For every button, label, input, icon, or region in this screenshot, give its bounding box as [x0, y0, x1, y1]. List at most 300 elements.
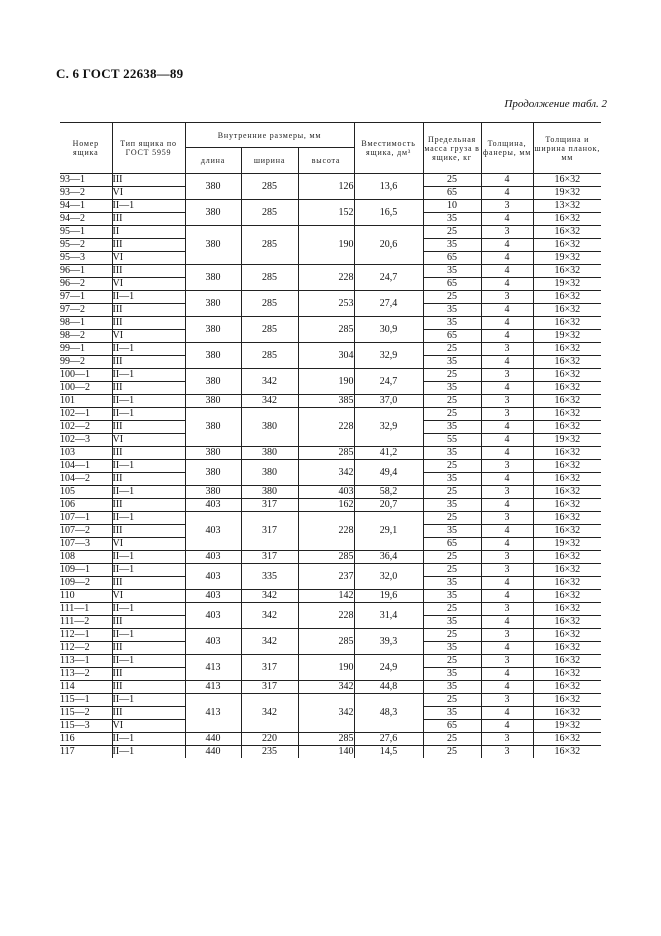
box-number-cell: 94—2 [60, 213, 112, 226]
box-type-cell: III [112, 265, 185, 278]
plank-size-cell: 16×32 [533, 356, 601, 369]
plywood-thickness-cell: 3 [481, 369, 533, 382]
capacity-cell: 29,1 [354, 512, 423, 551]
plank-size-cell: 16×32 [533, 733, 601, 746]
height-cell: 142 [298, 590, 354, 603]
width-cell: 317 [241, 655, 298, 681]
max-mass-cell: 25 [423, 551, 481, 564]
capacity-cell: 24,7 [354, 265, 423, 291]
width-cell: 285 [241, 265, 298, 291]
width-cell: 285 [241, 343, 298, 369]
header-number: Номер ящика [60, 123, 112, 174]
plank-size-cell: 16×32 [533, 525, 601, 538]
box-type-cell: III [112, 681, 185, 694]
box-type-cell: VI [112, 187, 185, 200]
plywood-thickness-cell: 3 [481, 291, 533, 304]
table-row [60, 733, 601, 746]
box-type-cell: II—1 [112, 655, 185, 668]
width-cell: 285 [241, 226, 298, 265]
height-cell: 190 [298, 226, 354, 265]
plank-size-cell: 16×32 [533, 642, 601, 655]
max-mass-cell: 65 [423, 538, 481, 551]
max-mass-cell: 35 [423, 668, 481, 681]
plank-size-cell: 16×32 [533, 629, 601, 642]
plywood-thickness-cell: 3 [481, 486, 533, 499]
plywood-thickness-cell: 4 [481, 174, 533, 187]
box-type-cell: VI [112, 720, 185, 733]
table-row [60, 694, 601, 707]
width-cell: 285 [241, 291, 298, 317]
width-cell: 342 [241, 395, 298, 408]
table-row [60, 343, 601, 356]
box-number-cell: 107—3 [60, 538, 112, 551]
table-row [60, 265, 601, 278]
plywood-thickness-cell: 3 [481, 226, 533, 239]
length-cell: 403 [185, 603, 241, 629]
plank-size-cell: 16×32 [533, 499, 601, 512]
length-cell: 403 [185, 629, 241, 655]
plank-size-cell: 16×32 [533, 226, 601, 239]
height-cell: 162 [298, 499, 354, 512]
max-mass-cell: 65 [423, 278, 481, 291]
height-cell: 126 [298, 174, 354, 200]
height-cell: 228 [298, 408, 354, 447]
plank-size-cell: 19×32 [533, 330, 601, 343]
box-type-cell: VI [112, 330, 185, 343]
max-mass-cell: 25 [423, 395, 481, 408]
length-cell: 380 [185, 291, 241, 317]
box-type-cell: III [112, 356, 185, 369]
max-mass-cell: 35 [423, 499, 481, 512]
box-number-cell: 95—1 [60, 226, 112, 239]
plywood-thickness-cell: 4 [481, 538, 533, 551]
plywood-thickness-cell: 4 [481, 616, 533, 629]
capacity-cell: 27,6 [354, 733, 423, 746]
capacity-cell: 32,0 [354, 564, 423, 590]
box-type-cell: III [112, 421, 185, 434]
max-mass-cell: 25 [423, 226, 481, 239]
plank-size-cell: 16×32 [533, 746, 601, 759]
plank-size-cell: 16×32 [533, 590, 601, 603]
max-mass-cell: 25 [423, 486, 481, 499]
box-number-cell: 114 [60, 681, 112, 694]
max-mass-cell: 35 [423, 590, 481, 603]
box-number-cell: 112—1 [60, 629, 112, 642]
plywood-thickness-cell: 3 [481, 512, 533, 525]
plywood-thickness-cell: 4 [481, 213, 533, 226]
max-mass-cell: 35 [423, 577, 481, 590]
capacity-cell: 39,3 [354, 629, 423, 655]
plywood-thickness-cell: 4 [481, 187, 533, 200]
plank-size-cell: 16×32 [533, 681, 601, 694]
header-capacity: Вместимость ящика, дм³ [354, 123, 423, 174]
max-mass-cell: 35 [423, 681, 481, 694]
max-mass-cell: 25 [423, 629, 481, 642]
page-header: С. 6 ГОСТ 22638—89 [56, 66, 184, 81]
max-mass-cell: 35 [423, 356, 481, 369]
max-mass-cell: 65 [423, 187, 481, 200]
plank-size-cell: 16×32 [533, 317, 601, 330]
capacity-cell: 13,6 [354, 174, 423, 200]
box-number-cell: 97—2 [60, 304, 112, 317]
header-type: Тип ящика по ГОСТ 5959 [112, 123, 185, 174]
plank-size-cell: 16×32 [533, 460, 601, 473]
plywood-thickness-cell: 3 [481, 564, 533, 577]
length-cell: 403 [185, 499, 241, 512]
header-height: высота [298, 148, 354, 174]
max-mass-cell: 25 [423, 564, 481, 577]
plywood-thickness-cell: 4 [481, 525, 533, 538]
plywood-thickness-cell: 4 [481, 330, 533, 343]
height-cell: 228 [298, 603, 354, 629]
table-row [60, 629, 601, 642]
box-type-cell: II—1 [112, 603, 185, 616]
plank-size-cell: 16×32 [533, 447, 601, 460]
box-type-cell: II—1 [112, 694, 185, 707]
box-number-cell: 116 [60, 733, 112, 746]
max-mass-cell: 25 [423, 694, 481, 707]
plank-size-cell: 13×32 [533, 200, 601, 213]
box-type-cell: II—1 [112, 551, 185, 564]
length-cell: 380 [185, 174, 241, 200]
capacity-cell: 16,5 [354, 200, 423, 226]
box-number-cell: 115—2 [60, 707, 112, 720]
box-type-cell: III [112, 473, 185, 486]
table-row [60, 291, 601, 304]
table-body [60, 174, 601, 759]
capacity-cell: 31,4 [354, 603, 423, 629]
box-number-cell: 115—3 [60, 720, 112, 733]
plywood-thickness-cell: 4 [481, 720, 533, 733]
box-type-cell: II—1 [112, 291, 185, 304]
capacity-cell: 32,9 [354, 408, 423, 447]
plywood-thickness-cell: 4 [481, 304, 533, 317]
plywood-thickness-cell: 3 [481, 460, 533, 473]
box-type-cell: III [112, 447, 185, 460]
box-number-cell: 95—2 [60, 239, 112, 252]
max-mass-cell: 35 [423, 421, 481, 434]
plank-size-cell: 19×32 [533, 434, 601, 447]
max-mass-cell: 35 [423, 213, 481, 226]
width-cell: 342 [241, 694, 298, 733]
header-max-mass: Предельная масса груза в ящике, кг [423, 123, 481, 174]
length-cell: 403 [185, 590, 241, 603]
max-mass-cell: 10 [423, 200, 481, 213]
width-cell: 380 [241, 447, 298, 460]
height-cell: 285 [298, 551, 354, 564]
plank-size-cell: 16×32 [533, 304, 601, 317]
length-cell: 413 [185, 655, 241, 681]
plywood-thickness-cell: 3 [481, 408, 533, 421]
plank-size-cell: 16×32 [533, 577, 601, 590]
plywood-thickness-cell: 4 [481, 252, 533, 265]
box-number-cell: 109—2 [60, 577, 112, 590]
plywood-thickness-cell: 4 [481, 434, 533, 447]
box-dimensions-table [60, 122, 601, 758]
box-type-cell: III [112, 304, 185, 317]
plywood-thickness-cell: 3 [481, 629, 533, 642]
box-number-cell: 117 [60, 746, 75, 757]
width-cell: 342 [241, 590, 298, 603]
table-row [60, 486, 601, 499]
box-number-cell: 111—1 [60, 603, 112, 616]
capacity-cell: 41,2 [354, 447, 423, 460]
table-row [60, 408, 601, 421]
box-number-cell: 104—1 [60, 460, 112, 473]
max-mass-cell: 25 [423, 460, 481, 473]
plywood-thickness-cell: 4 [481, 382, 533, 395]
box-number-cell: 98—2 [60, 330, 112, 343]
length-cell: 380 [185, 460, 241, 486]
height-cell: 152 [298, 200, 354, 226]
height-cell: 228 [298, 512, 354, 551]
height-cell: 342 [298, 460, 354, 486]
height-cell: 304 [298, 343, 354, 369]
height-cell: 228 [298, 265, 354, 291]
box-type-cell: III [112, 642, 185, 655]
header-plywood: Толщина, фанеры, мм [481, 123, 533, 174]
table-row [60, 590, 601, 603]
width-cell: 285 [241, 200, 298, 226]
box-type-cell: VI [112, 252, 185, 265]
capacity-cell: 37,0 [354, 395, 423, 408]
height-cell: 285 [298, 629, 354, 655]
length-cell: 380 [185, 226, 241, 265]
plank-size-cell: 16×32 [533, 668, 601, 681]
plywood-thickness-cell: 4 [481, 317, 533, 330]
plywood-thickness-cell: 4 [481, 239, 533, 252]
plywood-thickness-cell: 4 [481, 642, 533, 655]
max-mass-cell: 35 [423, 525, 481, 538]
capacity-cell: 36,4 [354, 551, 423, 564]
height-cell: 342 [298, 681, 354, 694]
table-row [60, 317, 601, 330]
box-number-cell: 102—2 [60, 421, 112, 434]
box-number-cell: 103 [60, 447, 112, 460]
length-cell: 440 [185, 733, 241, 746]
box-type-cell: III [112, 668, 185, 681]
plank-size-cell: 16×32 [533, 512, 601, 525]
length-cell: 380 [185, 317, 241, 343]
box-type-cell: III [112, 499, 185, 512]
plank-size-cell: 19×32 [533, 278, 601, 291]
length-cell: 413 [185, 681, 241, 694]
header-plank: Толщина и ширина планок, мм [533, 123, 601, 174]
table-row [60, 174, 601, 187]
box-type-cell: III [112, 174, 185, 187]
plywood-thickness-cell: 4 [481, 499, 533, 512]
table-caption: Продолжение табл. 2 [504, 98, 607, 110]
box-number-cell: 100—1 [60, 369, 112, 382]
max-mass-cell: 35 [423, 616, 481, 629]
box-number-cell: 99—2 [60, 356, 112, 369]
height-cell: 385 [298, 395, 354, 408]
plank-size-cell: 16×32 [533, 291, 601, 304]
box-type-cell: II—1 [112, 395, 185, 408]
box-type-cell: II—1 [112, 486, 185, 499]
plywood-thickness-cell: 3 [481, 395, 533, 408]
box-type-cell: VI [112, 590, 185, 603]
plywood-thickness-cell: 4 [481, 577, 533, 590]
box-number-cell: 96—2 [60, 278, 112, 291]
max-mass-cell: 35 [423, 473, 481, 486]
table-row [60, 512, 601, 525]
plywood-thickness-cell: 4 [481, 590, 533, 603]
capacity-cell: 49,4 [354, 460, 423, 486]
height-cell: 403 [298, 486, 354, 499]
plywood-thickness-cell: 4 [481, 278, 533, 291]
box-type-cell: III [112, 616, 185, 629]
max-mass-cell: 65 [423, 330, 481, 343]
plywood-thickness-cell: 3 [481, 343, 533, 356]
plank-size-cell: 16×32 [533, 694, 601, 707]
box-type-cell: VI [112, 278, 185, 291]
capacity-cell: 48,3 [354, 694, 423, 733]
box-number-cell: 112—2 [60, 642, 112, 655]
height-cell: 237 [298, 564, 354, 590]
height-cell: 285 [298, 447, 354, 460]
box-type-cell: III [112, 525, 185, 538]
box-type-cell: VI [112, 434, 185, 447]
capacity-cell: 58,2 [354, 486, 423, 499]
box-type-cell: II—1 [112, 460, 185, 473]
box-number-cell: 111—2 [60, 616, 112, 629]
box-number-cell: 115—1 [60, 694, 112, 707]
box-type-cell: II—1 [112, 369, 185, 382]
box-type-cell: II [112, 226, 185, 239]
box-number-cell: 113—1 [60, 655, 112, 668]
height-cell: 285 [298, 733, 354, 746]
plank-size-cell: 16×32 [533, 382, 601, 395]
capacity-cell: 30,9 [354, 317, 423, 343]
box-number-cell: 101 [60, 395, 112, 408]
max-mass-cell: 35 [423, 382, 481, 395]
plywood-thickness-cell: 4 [481, 681, 533, 694]
plank-size-cell: 19×32 [533, 252, 601, 265]
box-number-cell: 105 [60, 486, 112, 499]
box-type-cell: III [112, 239, 185, 252]
capacity-cell: 24,9 [354, 655, 423, 681]
box-type-cell: II—1 [112, 564, 185, 577]
box-number-cell: 107—1 [60, 512, 112, 525]
plywood-thickness-cell: 3 [481, 746, 533, 759]
length-cell: 403 [185, 512, 241, 551]
plank-size-cell: 16×32 [533, 408, 601, 421]
plank-size-cell: 16×32 [533, 265, 601, 278]
box-type-cell: III [112, 213, 185, 226]
width-cell: 342 [241, 603, 298, 629]
box-type-cell: II—1 [112, 408, 185, 421]
box-type-cell: III [112, 577, 185, 590]
box-type-cell: III [112, 382, 185, 395]
box-number-cell: 95—3 [60, 252, 112, 265]
max-mass-cell: 25 [423, 603, 481, 616]
capacity-cell: 24,7 [354, 369, 423, 395]
height-cell: 285 [298, 317, 354, 343]
box-type-cell: II—1 [112, 343, 185, 356]
plywood-thickness-cell: 4 [481, 473, 533, 486]
max-mass-cell: 35 [423, 239, 481, 252]
box-number-cell: 96—1 [60, 265, 112, 278]
box-type-cell: II—1 [112, 200, 185, 213]
max-mass-cell: 25 [423, 343, 481, 356]
length-cell: 380 [185, 408, 241, 447]
plywood-thickness-cell: 3 [481, 603, 533, 616]
height-cell: 342 [298, 694, 354, 733]
table-row [60, 226, 601, 239]
header-length: длина [185, 148, 241, 174]
capacity-cell: 32,9 [354, 343, 423, 369]
max-mass-cell: 25 [423, 746, 481, 759]
plank-size-cell: 16×32 [533, 369, 601, 382]
height-cell: 253 [298, 291, 354, 317]
table-row [60, 200, 601, 213]
plywood-thickness-cell: 4 [481, 447, 533, 460]
width-cell: 317 [241, 512, 298, 551]
height-cell: 190 [298, 655, 354, 681]
max-mass-cell: 35 [423, 265, 481, 278]
width-cell: 342 [241, 369, 298, 395]
width-cell: 317 [241, 551, 298, 564]
box-type-cell: II—1 [112, 746, 185, 759]
plank-size-cell: 16×32 [533, 421, 601, 434]
max-mass-cell: 65 [423, 252, 481, 265]
plank-size-cell: 16×32 [533, 707, 601, 720]
max-mass-cell: 25 [423, 733, 481, 746]
width-cell: 285 [241, 174, 298, 200]
plank-size-cell: 16×32 [533, 239, 601, 252]
capacity-cell: 27,4 [354, 291, 423, 317]
length-cell: 380 [185, 343, 241, 369]
plank-size-cell: 19×32 [533, 538, 601, 551]
plank-size-cell: 19×32 [533, 720, 601, 733]
box-number-cell: 106 [60, 499, 112, 512]
length-cell: 380 [185, 200, 241, 226]
box-type-cell: III [112, 317, 185, 330]
plywood-thickness-cell: 3 [481, 655, 533, 668]
capacity-cell: 20,7 [354, 499, 423, 512]
table-row [60, 746, 601, 759]
plywood-thickness-cell: 3 [481, 733, 533, 746]
capacity-cell: 20,6 [354, 226, 423, 265]
box-number-cell: 102—3 [60, 434, 112, 447]
height-cell: 190 [298, 369, 354, 395]
box-type-cell: VI [112, 538, 185, 551]
box-number-cell: 97—1 [60, 291, 112, 304]
max-mass-cell: 25 [423, 291, 481, 304]
plank-size-cell: 16×32 [533, 213, 601, 226]
plywood-thickness-cell: 4 [481, 668, 533, 681]
box-number-cell: 104—2 [60, 473, 112, 486]
box-number-cell: 102—1 [60, 408, 112, 421]
box-number-cell: 108 [60, 551, 112, 564]
length-cell: 440 [185, 746, 241, 759]
max-mass-cell: 65 [423, 720, 481, 733]
plywood-thickness-cell: 3 [481, 551, 533, 564]
capacity-cell: 14,5 [354, 746, 423, 759]
max-mass-cell: 25 [423, 655, 481, 668]
max-mass-cell: 35 [423, 642, 481, 655]
table-row [60, 681, 601, 694]
length-cell: 380 [185, 369, 241, 395]
width-cell: 317 [241, 681, 298, 694]
plank-size-cell: 19×32 [533, 187, 601, 200]
width-cell: 380 [241, 460, 298, 486]
max-mass-cell: 55 [423, 434, 481, 447]
table-row [60, 447, 601, 460]
height-cell: 140 [298, 746, 354, 759]
plank-size-cell: 16×32 [533, 395, 601, 408]
